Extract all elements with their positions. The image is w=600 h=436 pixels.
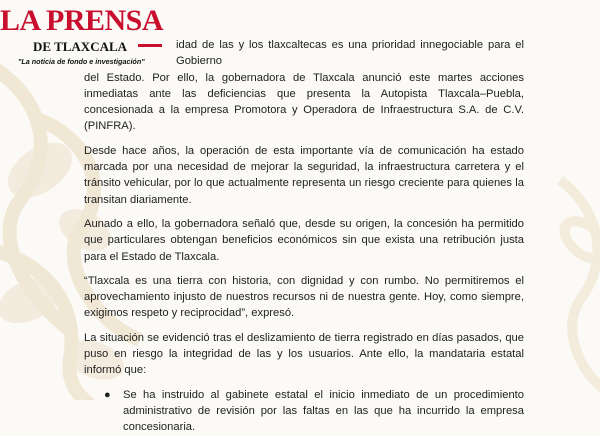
paragraph-3: Aunado a ello, la gobernadora señaló que, desde su origen, la concesión ha permitido que particulares obtengan beneficios económicos sin que exista una retribución justa para el Estado de Tlaxcala. xyxy=(84,217,524,263)
paragraph-1-continued: del Estado. Por ello, la gobernadora de Tlaxcala anunció este martes acciones inmediatas ante las deficiencias que presenta la Autopista Tlaxcala–Puebla, concesionada a la empresa Promotora y Operadora de Infraestructura S.A. de C.V. (PINFRA). xyxy=(84,71,524,133)
logo-title: LA PRENSA xyxy=(0,4,164,37)
paragraph-5: La situación se evidenció tras el deslizamiento de tierra registrado en días pasados, que puso en riesgo la integridad de las y los usuarios. Ante ello, la mandataria estatal informó que: xyxy=(84,331,524,377)
list-item xyxy=(104,387,524,436)
paragraph-1-line-1: idad de las y los tlaxcaltecas es una prioridad innegociable para el Gobierno xyxy=(176,39,524,68)
logo-subtitle: DE TLAXCALA xyxy=(33,39,128,54)
list-item-text: Se ha instruido al gabinete estatal el inicio inmediato de un procedimiento administrativo de revisión por las faltas en las que ha incurrido la empresa concesionaria. xyxy=(123,388,524,434)
bullet-icon: ● xyxy=(104,388,111,401)
paragraph-2: Desde hace años, la operación de esta importante vía de comunicación ha estado marcada por una necesidad de mejorar la seguridad, la infraestructura carretera y el tránsito vehicular, por lo que actualmente representa un riesgo creciente para quienes la transitan diariamente. xyxy=(84,144,524,206)
paragraph-1 xyxy=(84,37,524,70)
logo-tagline: "La noticia de fondo e investigación" xyxy=(18,57,145,66)
document-body xyxy=(84,0,524,436)
paragraph-4: “Tlaxcala es una tierra con historia, con dignidad y con rumbo. No permitiremos el aprovechamiento injusto de nuestros recursos ni de nuestra gente. Hoy, como siempre, exigimos respeto y reciprocidad”, expresó. xyxy=(84,274,524,320)
